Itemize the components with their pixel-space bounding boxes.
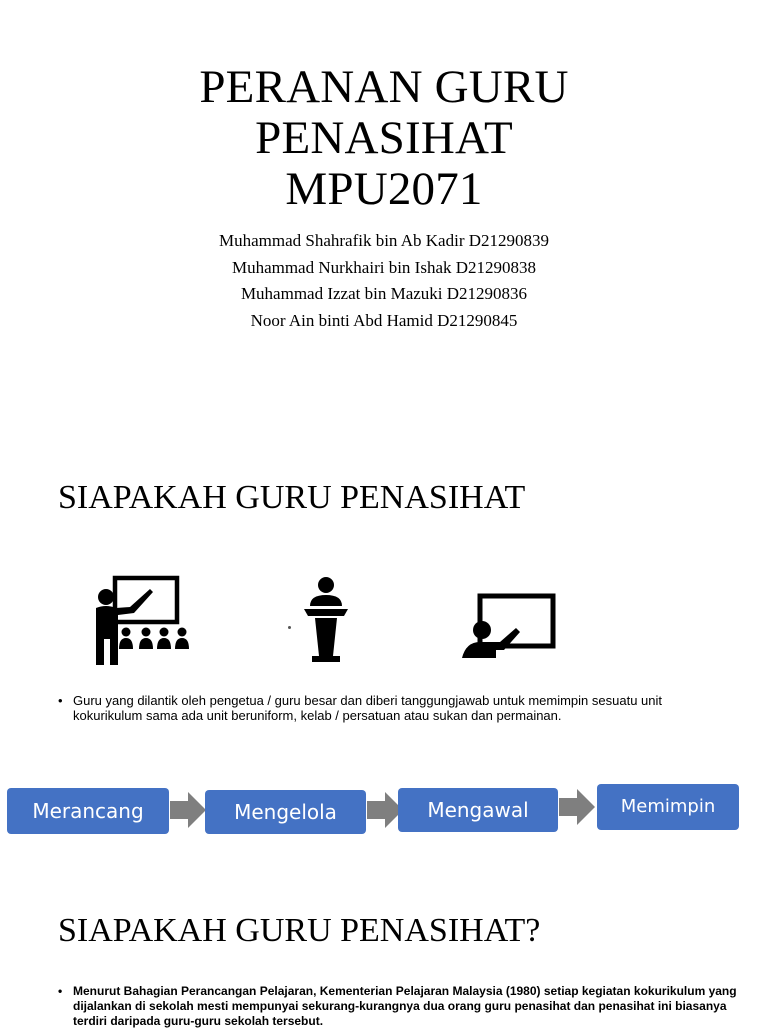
reference-text: Menurut Bahagian Perancangan Pelajaran, Kementerian Pelajaran Malaysia (1980) setiap kegiatan kokurikulum yang dijalankan di sekolah mesti mempunyai sekurang-kurangnya dua orang guru penasihat dan penasihat ini biasanya terdiri daripada guru-guru sekolah tersebut. xyxy=(73,984,737,1028)
section-heading: SIAPAKAH GURU PENASIHAT xyxy=(58,479,526,516)
title-line-3: MPU2071 xyxy=(285,163,483,215)
bullet-marker: • xyxy=(58,984,63,998)
stray-dot xyxy=(288,626,291,629)
teacher-presentation-icon xyxy=(92,575,192,667)
title-line-2: PENASIHAT xyxy=(255,112,513,164)
author-1: Muhammad Shahrafik bin Ab Kadir D21290839 xyxy=(218,231,550,250)
speaker-podium-icon xyxy=(300,576,352,664)
author-3: Muhammad Izzat bin Mazuki D21290836 xyxy=(240,284,528,303)
definition-bullet xyxy=(58,693,718,723)
presenter-whiteboard-icon xyxy=(460,592,558,660)
arrow-right-icon xyxy=(559,789,595,825)
section-heading-question: SIAPAKAH GURU PENASIHAT? xyxy=(58,912,541,949)
process-step-merancang: Merancang xyxy=(7,788,169,834)
process-step-mengawal: Mengawal xyxy=(398,788,558,832)
author-4: Noor Ain binti Abd Hamid D21290845 xyxy=(250,310,518,330)
title-line-1: PERANAN GURU xyxy=(199,61,569,113)
bullet-marker: • xyxy=(58,693,63,708)
page-title xyxy=(0,62,768,215)
arrow-right-icon xyxy=(170,792,206,828)
author-2: Muhammad Nurkhairi bin Ishak D21290838 xyxy=(231,257,537,277)
reference-bullet xyxy=(58,984,738,1029)
process-step-memimpin: Memimpin xyxy=(597,784,739,830)
definition-text: Guru yang dilantik oleh pengetua / guru besar dan diberi tanggungjawab untuk memimpin sesuatu unit kokurikulum sama ada unit beruniform, kelab / persatuan atau sukan dan permainan. xyxy=(73,693,662,723)
process-step-mengelola: Mengelola xyxy=(205,790,366,834)
author-list xyxy=(0,228,768,334)
